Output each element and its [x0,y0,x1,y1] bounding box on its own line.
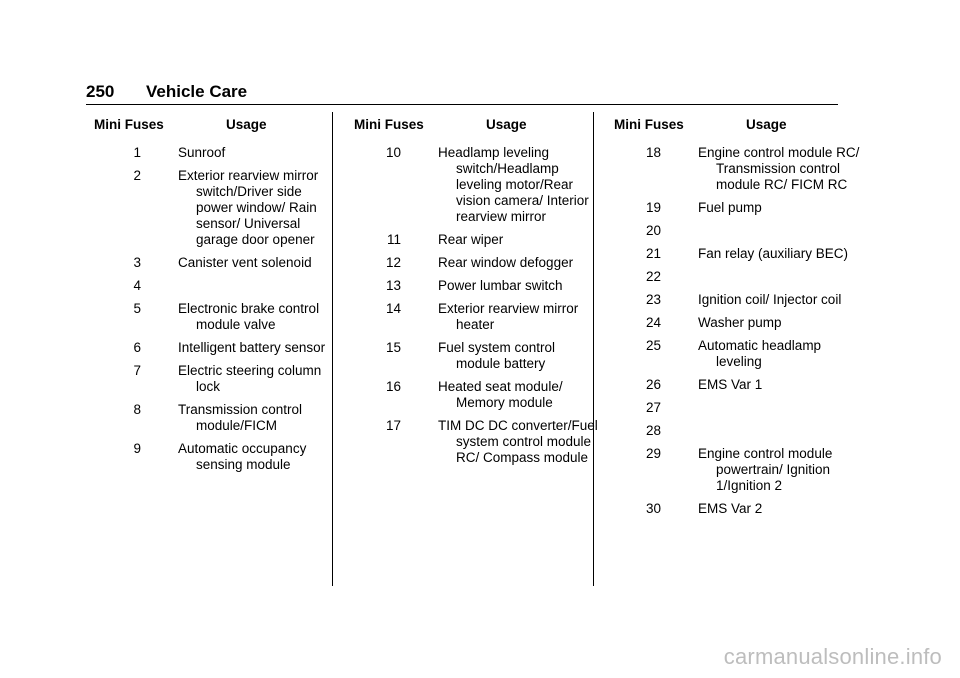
table-row [348,418,598,466]
fuse-usage: Rear window defogger [438,255,574,270]
table-row [88,340,328,356]
fuse-usage: Electric steering column lock [178,363,322,394]
fuse-usage: Engine control module RC/ Transmission control module RC/ FICM RC [698,145,860,192]
fuse-table-column-2 [348,117,598,473]
table-row [608,338,848,370]
fuse-usage: Washer pump [698,315,782,330]
table-row [348,255,588,271]
header-usage: Usage [486,117,527,132]
table-row [88,145,328,161]
header-usage: Usage [746,117,787,132]
watermark: carmanualsonline.info [723,644,942,669]
fuse-number: 29 [645,446,661,461]
page-header [86,82,838,105]
fuse-number: 28 [645,423,661,438]
table-row [608,246,848,262]
fuse-usage: Canister vent solenoid [178,255,312,270]
fuse-usage: Power lumbar switch [438,278,563,293]
fuse-number: 5 [133,301,141,316]
header-mini-fuses: Mini Fuses [94,117,164,132]
fuse-number: 30 [645,501,661,516]
fuse-number: 27 [645,400,661,415]
fuse-number: 19 [645,200,661,215]
table-row [88,301,328,333]
table-row [348,278,588,294]
fuse-number: 21 [645,246,661,261]
table-row [88,168,328,248]
fuse-usage: Fuel system control module battery [438,340,556,371]
table-row [348,232,588,248]
fuse-usage: Transmission control module/FICM [178,402,303,433]
fuse-number: 8 [133,402,141,417]
fuse-usage: Rear wiper [438,232,504,247]
table-row [88,363,328,395]
fuse-number: 6 [133,340,141,355]
table-row [608,446,848,494]
fuse-usage: Headlamp leveling switch/Headlamp leveling motor/Rear vision camera/ Interior rearview mirror [438,145,589,224]
fuse-usage: EMS Var 1 [698,377,763,392]
table-row [608,377,848,393]
table-row [608,269,848,285]
header-mini-fuses: Mini Fuses [614,117,684,132]
fuse-number: 7 [133,363,141,378]
fuse-number: 22 [645,269,661,284]
table-row [88,278,328,294]
fuse-table-column-1 [88,117,328,480]
table-row [348,379,588,411]
table-row [88,255,328,271]
table-row [348,340,588,372]
section-title: Vehicle Care [146,82,248,101]
fuse-usage: Electronic brake control module valve [178,301,320,332]
table-row [88,441,328,473]
fuse-number: 3 [133,255,141,270]
table-row [608,200,848,216]
fuse-usage: Ignition coil/ Injector coil [698,292,842,307]
fuse-number: 10 [385,145,401,160]
fuse-usage: EMS Var 2 [698,501,763,516]
fuse-number: 12 [385,255,401,270]
fuse-number: 20 [645,223,661,238]
fuse-number: 4 [133,278,141,293]
fuse-usage: Automatic occupancy sensing module [178,441,307,472]
fuse-number: 26 [645,377,661,392]
table-row [608,423,848,439]
fuse-usage: Engine control module powertrain/ Ignition 1/Ignition 2 [698,446,833,493]
table-row [608,223,848,239]
page-number: 250 [86,82,115,101]
header-usage: Usage [226,117,267,132]
table-header [348,117,588,133]
fuse-number: 18 [645,145,661,160]
fuse-number: 9 [133,441,141,456]
fuse-usage: Exterior rearview mirror heater [438,301,579,332]
table-header [608,117,848,133]
fuse-number: 2 [133,168,141,183]
fuse-usage: Automatic headlamp leveling [698,338,822,369]
fuse-number: 23 [645,292,661,307]
fuse-number: 14 [385,301,401,316]
table-row [608,501,848,517]
fuse-usage: Heated seat module/ Memory module [438,379,563,410]
fuse-number: 16 [385,379,401,394]
table-row [348,145,588,225]
fuse-number: 25 [645,338,661,353]
fuse-number: 1 [133,145,141,160]
table-row [88,402,328,434]
fuse-usage: Sunroof [178,145,226,160]
fuse-number: 17 [385,418,401,433]
fuse-usage: Fan relay (auxiliary BEC) [698,246,849,261]
fuse-usage: Intelligent battery sensor [178,340,326,355]
table-header [88,117,328,133]
fuse-usage: TIM DC DC converter/Fuel system control module RC/ Compass module [438,418,598,465]
fuse-number: 15 [385,340,401,355]
table-row [608,400,848,416]
fuse-usage: Fuel pump [698,200,762,215]
table-row [608,292,848,308]
fuse-number: 11 [386,232,401,247]
table-row [608,315,848,331]
table-row [608,145,860,193]
header-mini-fuses: Mini Fuses [354,117,424,132]
fuse-usage: Exterior rearview mirror switch/Driver side power window/ Rain sensor/ Universal garage door opener [178,168,319,247]
table-row [348,301,588,333]
fuse-table-column-3 [608,117,860,524]
fuse-number: 13 [385,278,401,293]
fuse-number: 24 [645,315,661,330]
